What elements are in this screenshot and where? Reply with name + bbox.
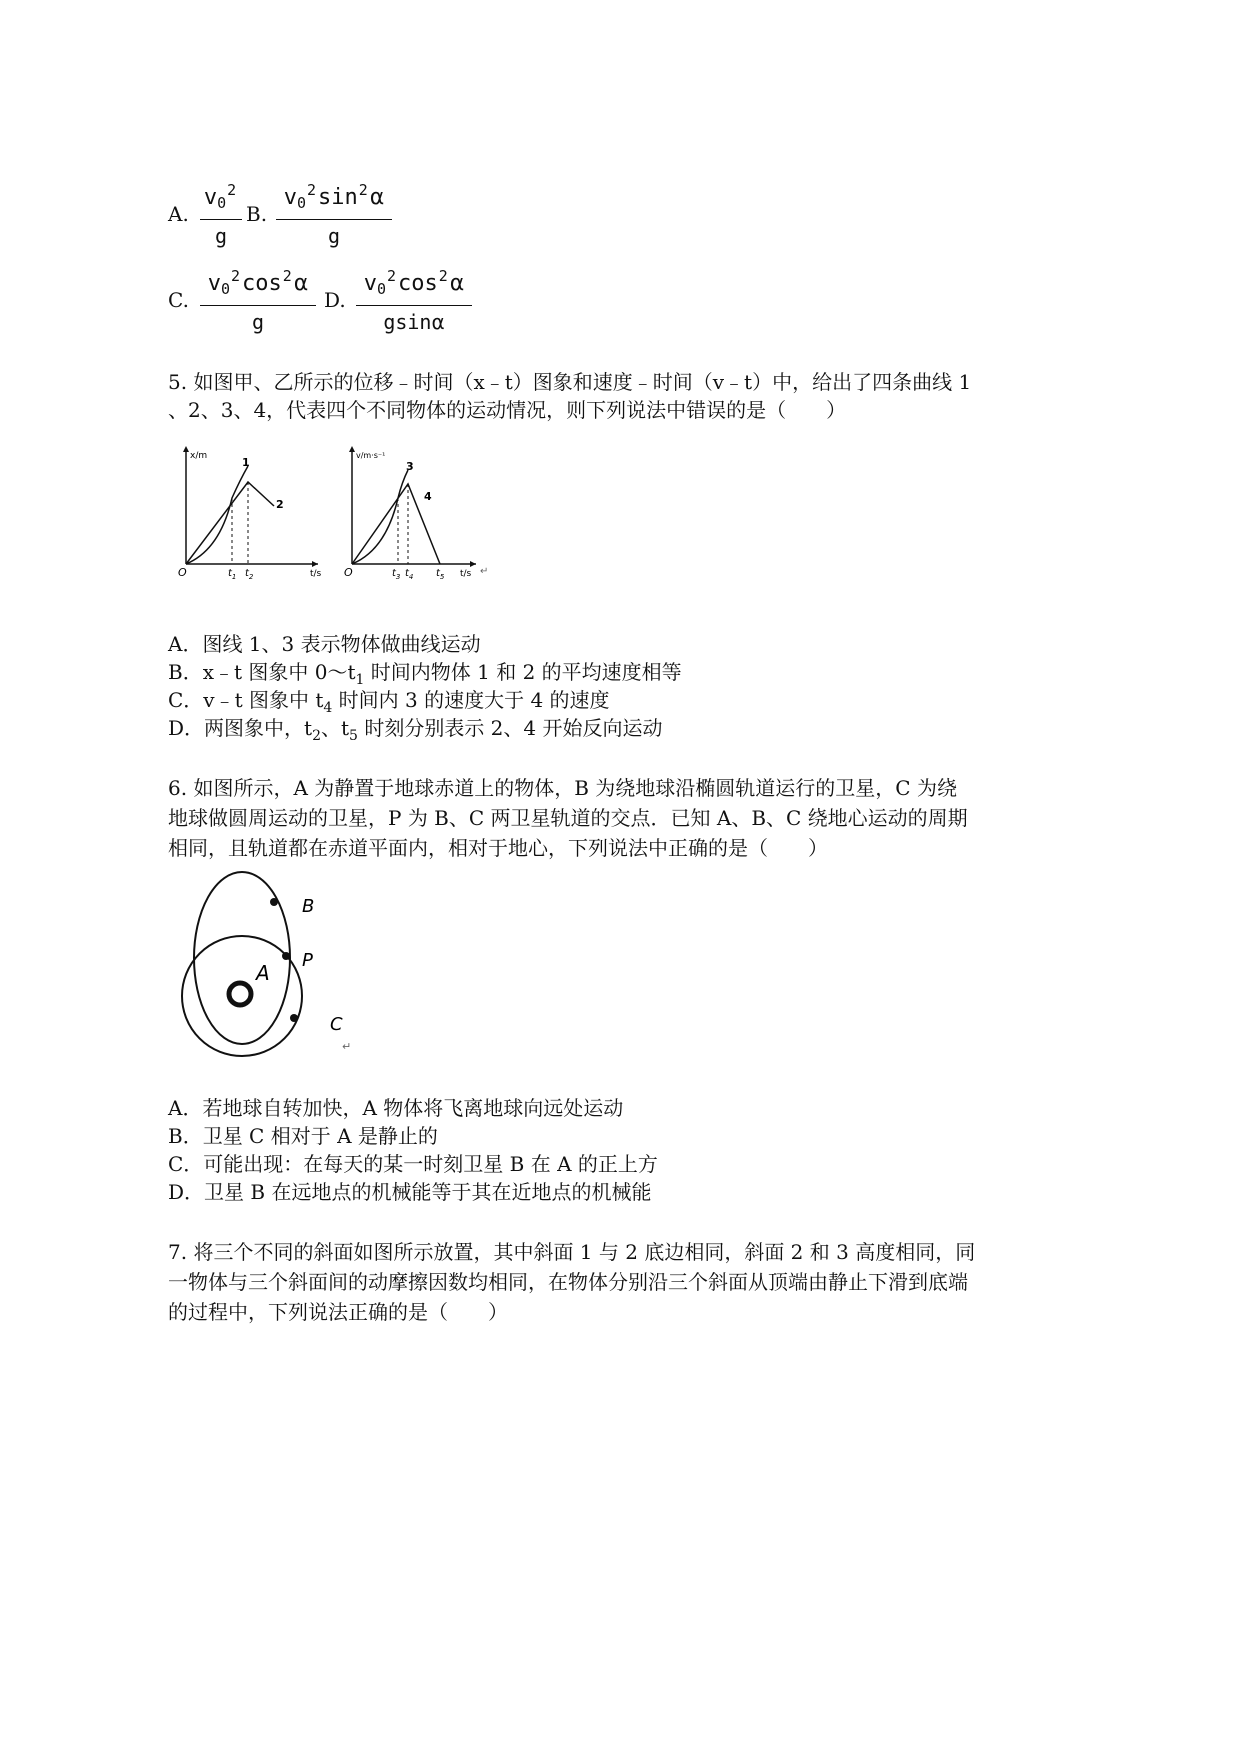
label-c: C [330,1014,343,1035]
label-p: P [302,950,313,971]
q5-option-c: C．v﹣t 图象中 $t_4$ 时间内 3 的速度大于 4 的速度 [168,688,610,716]
q6-option-a: A．若地球自转加快，A 物体将飞离地球向远处运动 [168,1096,624,1120]
label-b: B [302,896,315,917]
t1-label: $t_1$ [228,568,237,580]
curve-4-label: 4 [424,490,432,503]
x-t-graph [170,440,330,580]
t3-label: $t_3$ [392,568,401,580]
y-axis-arrow [349,446,355,452]
curve-2 [186,482,274,564]
x-axis-label: t/s [460,569,472,579]
option-a-formula: $v_0^2$ g [200,176,242,249]
q5-stem-line-1: 5. 如图甲、乙所示的位移﹣时间（x﹣t）图象和速度﹣时间（v﹣t）中，给出了四条曲线 1 [168,370,972,394]
option-b-label: B. [246,202,268,226]
satellite-b-dot [270,898,278,906]
orbit-b-ellipse [194,872,290,1044]
q6-option-b: B．卫星 C 相对于 A 是静止的 [168,1124,438,1148]
v-t-graph [336,440,496,580]
y-axis-label: x/m [190,451,208,461]
t4-label: $t_4$ [405,568,414,580]
origin-label: O [344,566,353,579]
curve-1 [186,466,248,564]
q5-option-d: D．两图象中，$t_2$、$t_5$ 时刻分别表示 2、4 开始反向运动 [168,716,663,744]
label-a: A [256,961,270,985]
q6-stem-line-1: 6. 如图所示，A 为静置于地球赤道上的物体，B 为绕地球沿椭圆轨道运行的卫星，C 为绕 [168,776,957,800]
orbit-diagram [170,866,370,1062]
option-a-label: A. [168,202,189,226]
return-mark: ↵ [342,1040,352,1053]
y-axis-arrow [183,446,189,452]
satellite-c-dot [290,1014,298,1022]
t2-label: $t_2$ [245,568,254,580]
x-axis-arrow [312,561,318,567]
q5-option-a: A．图线 1、3 表示物体做曲线运动 [168,632,481,656]
y-axis-label: v/m·s⁻¹ [356,451,386,460]
x-axis-label: t/s [310,569,322,579]
earth-icon [229,983,251,1005]
t5-label: $t_5$ [436,568,445,580]
q6-option-c: C．可能出现：在每天的某一时刻卫星 B 在 A 的正上方 [168,1152,658,1176]
q5-option-b: B．x﹣t 图象中 $0\sim t_1$ 时间内物体 1 和 2 的平均速度相等 [168,660,682,688]
q6-stem-line-3: 相同，且轨道都在赤道平面内，相对于地心，下列说法中正确的是（ ） [168,836,828,860]
option-c-formula: $v_0^2\cos^2\alpha$ g [200,262,316,335]
x-axis-arrow [470,561,476,567]
option-c-label: C. [168,288,189,312]
option-b-formula: $v_0^2\sin^2\alpha$ g [276,176,392,249]
option-d-label: D. [324,288,346,312]
point-p-dot [282,952,290,960]
q7-stem-line-3: 的过程中，下列说法正确的是（ ） [168,1300,508,1324]
return-mark: ↵ [480,566,489,577]
curve-3-label: 3 [406,460,414,473]
option-d-formula: $v_0^2\cos^2\alpha$ gsinα [356,262,472,335]
q6-stem-line-2: 地球做圆周运动的卫星，P 为 B、C 两卫星轨道的交点．已知 A、B、C 绕地心运动的周期 [168,806,968,830]
q7-stem-line-2: 一物体与三个斜面间的动摩擦因数均相同，在物体分别沿三个斜面从顶端由静止下滑到底端 [168,1270,968,1294]
curve-2-label: 2 [276,498,284,511]
q7-stem-line-1: 7. 将三个不同的斜面如图所示放置，其中斜面 1 与 2 底边相同，斜面 2 和 3 高度相同，同 [168,1240,976,1264]
curve-1-label: 1 [242,456,250,469]
origin-label: O [178,566,187,579]
q6-option-d: D．卫星 B 在远地点的机械能等于其在近地点的机械能 [168,1180,652,1204]
q5-stem-line-2: 、2、3、4，代表四个不同物体的运动情况，则下列说法中错误的是（ ） [168,398,847,422]
curve-3 [352,470,408,564]
